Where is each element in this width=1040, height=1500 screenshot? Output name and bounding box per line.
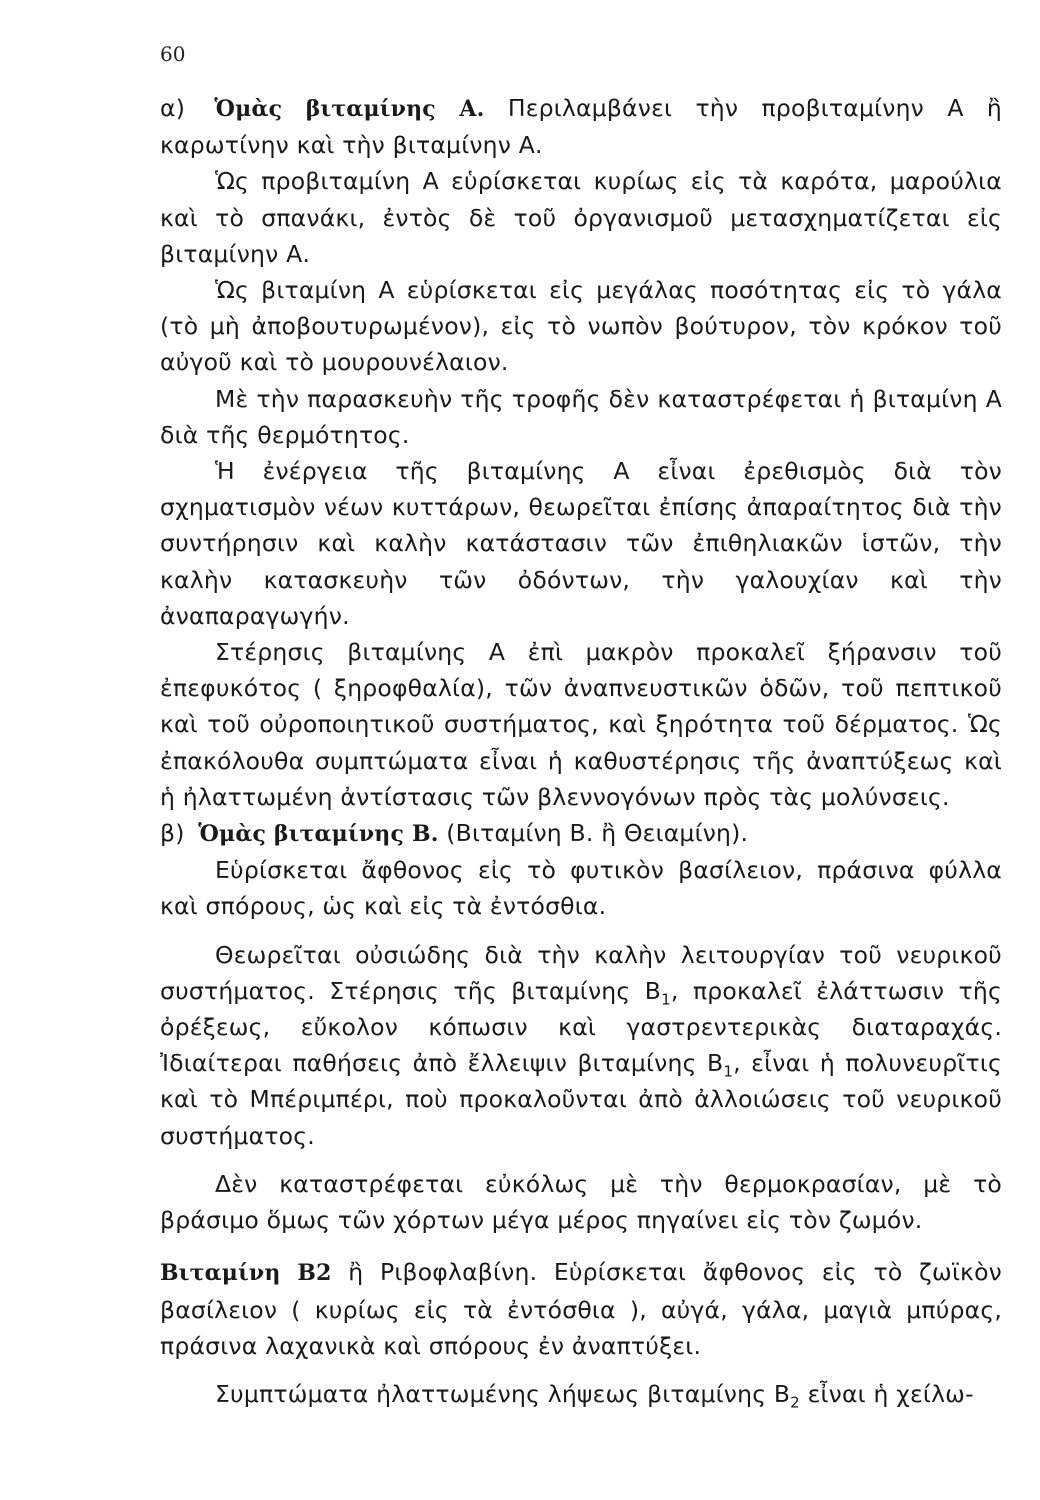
section-a-intro: Περιλαμβάνει τὴν προβιταμίνην Α ἢ καρωτίνην καὶ τὴν βιταμίνην Α.: [160, 94, 1003, 160]
section-b2-paragraph-2-part-2: εἶναι ἡ χείλω-: [799, 1379, 974, 1408]
page-number: 60: [160, 42, 186, 66]
section-b-intro: (Βιταμίνη Β. ἢ Θειαμίνη).: [446, 819, 749, 848]
section-a-heading-paragraph: [160, 90, 1002, 163]
section-a-paragraph-1: Ὡς προβιταμίνη Α εὑρίσκεται κυρίως εἰς τὰ καρότα, μαρούλια καὶ τὸ σπανάκι, ἐντὸς δὲ τοῦ ὀργανισμοῦ μετασχηματίζεται εἰς βιταμίνην Α.: [160, 167, 1002, 268]
section-a-paragraph-5: Στέρησις βιταμίνης Α ἐπὶ μακρὸν προκαλεῖ ξήρανσιν τοῦ ἐπεφυκότος ( ξηροφθαλία), τῶν ἀναπνευστικῶν ὁδῶν, τοῦ πεπτικοῦ καὶ τοῦ οὐροποιητικοῦ συστήματος, καὶ ξηρότητα τοῦ δέρματος. Ὡς ἐπακόλουθα συμπτώματα εἶναι ἡ καθυστέρησις τῆς ἀναπτύξεως καὶ ἡ ἠλαττωμένη ἀντίστασις τῶν βλεννογόνων πρὸς τὰς μολύνσεις.: [160, 638, 1002, 811]
section-a-paragraph-2: Ὡς βιταμίνη Α εὑρίσκεται εἰς μεγάλας ποσότητας εἰς τὸ γάλα (τὸ μὴ ἀποβουτυρωμένον), εἰς τὸ νωπὸν βούτυρον, τὸν κρόκον τοῦ αὐγοῦ καὶ τὸ μουρουνέλαιον.: [160, 276, 1002, 377]
section-b-heading-paragraph: [160, 815, 1002, 852]
section-b-paragraph-2-part-2: , προκαλεῖ ἐλάττωσιν τῆς ὀρέξεως, εὔκολον κόπωσιν καὶ γαστρεντερικὰς διαταραχάς. Ἰδιαίτεραι παθήσεις ἀπὸ ἔλλειψιν βιταμίνης Β: [160, 976, 1002, 1078]
section-b-paragraph-2-part-1: Θεωρεῖται οὐσιώδης διὰ τὴν καλὴν λειτουργίαν τοῦ νευρικοῦ συστήματος. Στέρησις τῆς βιταμίνης Β: [160, 940, 1002, 1005]
section-b-heading: Ὁμὰς βιταμίνης Β.: [198, 821, 439, 848]
section-b-paragraph-3: Δὲν καταστρέφεται εὐκόλως μὲ τὴν θερμοκρασίαν, μὲ τὸ βράσιμο ὅμως τῶν χόρτων μέγα μέρος πηγαίνει εἰς τὸν ζωμόν.: [160, 1169, 1002, 1235]
section-a-label: α): [160, 94, 186, 122]
section-b2-intro: ἢ Ριβοφλαβίνη. Εὑρίσκεται ἄφθονος εἰς τὸ ζωϊκὸν βασίλειον ( κυρίως εἰς τὰ ἐντόσθια ), αὐγά, γάλα, μαγιὰ μπύρας, πράσινα λαχανικὰ καὶ σπόρους ἐν ἀναπτύξει.: [160, 1258, 1002, 1360]
section-b2-paragraph-2: [160, 1376, 1002, 1412]
section-b2-paragraph-1: [160, 1254, 1002, 1364]
section-a-paragraph-3: Μὲ τὴν παρασκευὴν τῆς τροφῆς δὲν καταστρέφεται ἡ βιταμίνη Α διὰ τῆς θερμότητος.: [160, 384, 1002, 449]
section-b-paragraph-2-part-3: , εἶναι ἡ πολυνευρῖτις καὶ τὸ Μπέριμπέρι, ποὺ προκαλοῦνται ἀπὸ ἀλλοιώσεις τοῦ νευρικοῦ συστήματος.: [160, 1049, 1002, 1150]
section-b-paragraph-2: [160, 937, 1002, 1154]
vitamin-b1-subscript: 1: [661, 990, 671, 1009]
section-b-label: β): [160, 819, 185, 848]
vitamin-b2-subscript: 2: [790, 1393, 800, 1412]
section-b2-heading: Βιταμίνη Β2: [160, 1260, 332, 1287]
section-b-paragraph-1: Εὑρίσκεται ἄφθονος εἰς τὸ φυτικὸν βασίλειον, πράσινα φύλλα καὶ σπόρους, ὡς καὶ εἰς τὰ ἐντόσθια.: [160, 856, 1002, 921]
page-body: [160, 90, 1002, 1412]
section-b2-paragraph-2-part-1: Συμπτώματα ἠλαττωμένης λήψεως βιταμίνης Β: [215, 1379, 791, 1408]
vitamin-b1-subscript: 1: [723, 1062, 734, 1081]
section-a-paragraph-4: Ἡ ἐνέργεια τῆς βιταμίνης Α εἶναι ἐρεθισμὸς διὰ τὸν σχηματισμὸν νέων κυττάρων, θεωρεῖται ἐπίσης ἀπαραίτητος διὰ τὴν συντήρησιν καὶ καλὴν κατάστασιν τῶν ἐπιθηλιακῶν ἱστῶν, τὴν καλὴν κατασκευὴν τῶν ὀδόντων, τὴν γαλουχίαν καὶ τὴν ἀναπαραγωγήν.: [160, 457, 1002, 630]
section-a-heading: Ὁμὰς βιταμίνης Α.: [214, 96, 485, 122]
